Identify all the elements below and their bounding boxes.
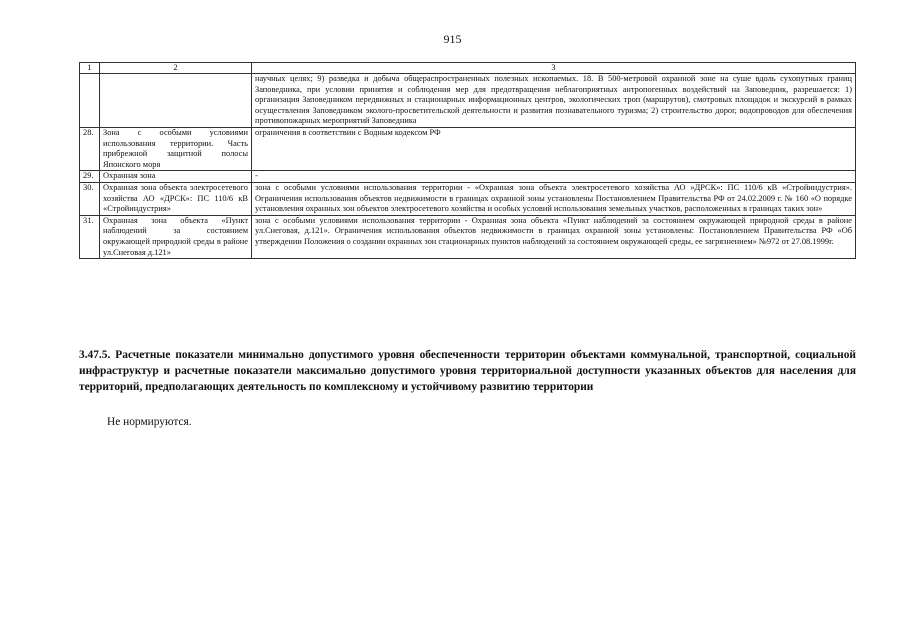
zone-name: Охранная зона xyxy=(100,171,252,183)
table-row xyxy=(80,171,856,183)
zone-name xyxy=(100,74,252,128)
zone-name: Охранная зона объекта электросетевого хозяйства АО «ДРСК»: ПС 110/6 кВ «Стройиндустрия» xyxy=(100,182,252,215)
row-number: 28. xyxy=(80,127,100,170)
header-cell-2: 2 xyxy=(100,63,252,74)
page-number: 915 xyxy=(443,32,462,46)
table-row xyxy=(80,215,856,258)
zone-restrictions: зона с особыми условиями использования территории - Охранная зона объекта «Пункт наблюдений за состоянием окружающей природной среды в районе ул.Снеговая, д.121». Ограничения использования объектов недвижимости в границах охранной зоны установлены: Постановлением Правительства РФ «Об утверждении Положения о создании охранных зон стационарных пунктов наблюдений за состоянием окружающей среды, ее загрязнением» №972 от 27.08.1999г. xyxy=(252,215,856,258)
row-number: 29. xyxy=(80,171,100,183)
zone-restrictions: научных целях; 9) разведка и добыча общераспространенных полезных ископаемых. 18. В 500-метровой охранной зоне на суше вдоль сухопутных границ Заповедника, при условии принятия и соблюдения мер для предотвращения неблагоприятных антропогенных воздействий на Заповедник, разрешается: 1) организация Заповедником передвижных и стационарных информационных центров, экологических троп (маршрутов), смотровых площадок и экскурсий в рамках осуществления Заповедником эколого-просветительской деятельности и развития познавательного туризма; 2) строительство дорог, водопроводов для обеспечения противопожарных мероприятий Заповедника xyxy=(252,74,856,128)
row-number: 31. xyxy=(80,215,100,258)
restrictions-table xyxy=(79,62,856,259)
zone-name: Охранная зона объекта «Пункт наблюдений за состоянием окружающей природной среды в районе ул.Снеговая д.121» xyxy=(100,215,252,258)
table-row xyxy=(80,74,856,128)
table-row xyxy=(80,182,856,215)
zone-restrictions: зона с особыми условиями использования территории - «Охранная зона объекта электросетевого хозяйства АО »ДРСК»: ПС 110/6 кВ «Стройиндустрия». Ограничения использования объектов недвижимости в границах охранной зоны установлены Постановлением Правительства РФ от 24.02.2009 г. № 160 «О порядке установления охранных зон объектов электросетевого хозяйства и особых условий использования земельных участков, расположенных в границах таких зон» xyxy=(252,182,856,215)
section-heading: 3.47.5. Расчетные показатели минимально допустимого уровня обеспеченности территории объектами коммунальной, транспортной, социальной инфраструктур и расчетные показатели максимально допустимого уровня территориальной доступности указанных объектов для населения для территорий, предполагающих деятельность по комплексному и устойчивому развитию территории xyxy=(79,349,856,394)
table-row xyxy=(80,127,856,170)
row-number xyxy=(80,74,100,128)
zone-restrictions: ограничения в соответствии с Водным кодексом РФ xyxy=(252,127,856,170)
zone-restrictions: - xyxy=(252,171,856,183)
table-header-row xyxy=(80,63,856,74)
row-number: 30. xyxy=(80,182,100,215)
header-cell-3: 3 xyxy=(252,63,856,74)
zone-name: Зона с особыми условиями использования территории. Часть прибрежной защитной полосы Японского моря xyxy=(100,127,252,170)
section-note: Не нормируются. xyxy=(107,416,192,428)
header-cell-1: 1 xyxy=(80,63,100,74)
